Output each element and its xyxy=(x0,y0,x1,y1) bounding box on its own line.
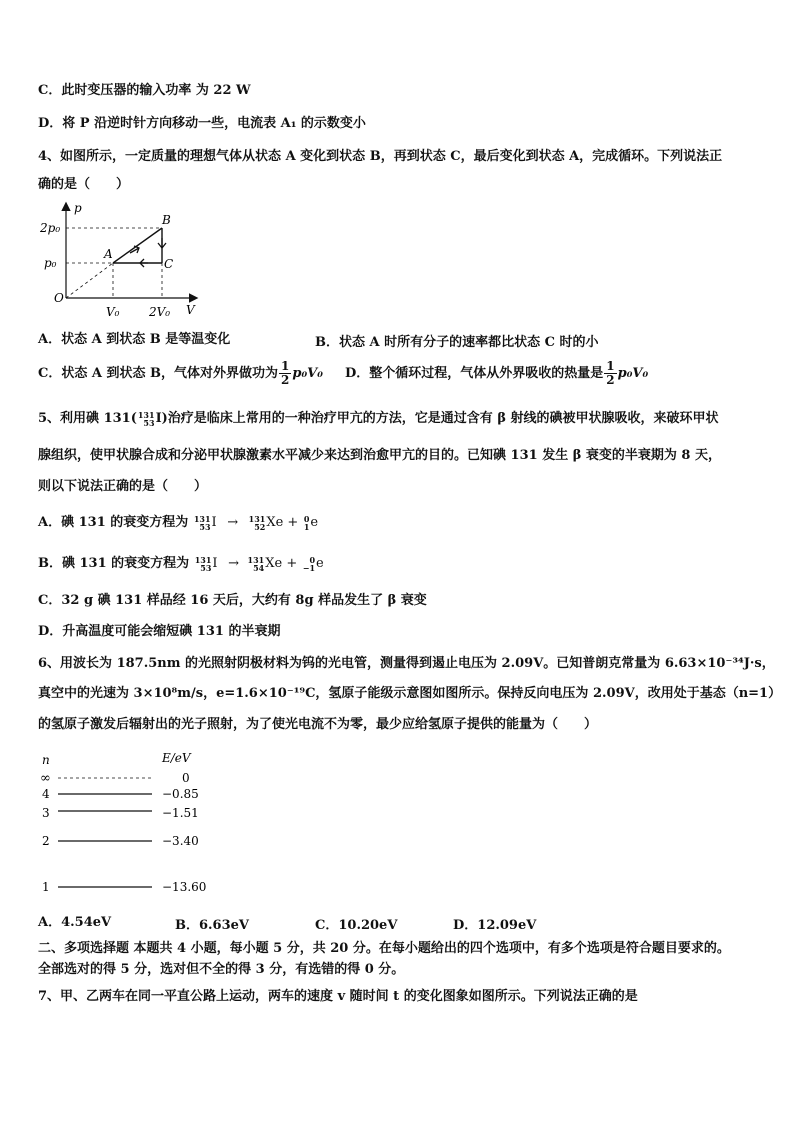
level-n-3: 3 xyxy=(42,806,50,820)
v-axis-label: V xyxy=(186,303,195,317)
level-n-2: 2 xyxy=(42,834,50,848)
q5-stem-line1 xyxy=(38,410,719,428)
q6-option-d: D．12.09eV xyxy=(453,918,537,933)
point-b-label: B xyxy=(162,213,171,227)
q5-option-b: B．碘 131 的衰变方程为 131 53 I → 131 54 Xe + 0 −1 e xyxy=(38,554,324,573)
level-e-1: −13.60 xyxy=(162,880,207,894)
q5-option-b-text: B．碘 131 的衰变方程为 xyxy=(38,556,190,571)
q5-option-a: A．碘 131 的衰变方程为 131 53 I → 131 52 Xe + 0 1 e xyxy=(38,513,319,532)
pv-graph xyxy=(36,198,206,322)
q4-option-b: B．状态 A 时所有分子的速率都比状态 C 时的小 xyxy=(315,335,599,350)
isotope-symbol: I xyxy=(155,411,162,426)
q4-stem-line2: 确的是（ ） xyxy=(38,177,130,192)
isotope-mass: 131 xyxy=(137,409,155,420)
q6-option-c: C．10.20eV xyxy=(315,918,398,933)
q5-stem-line3: 则以下说法正确的是（ ） xyxy=(38,479,208,494)
q4-option-d xyxy=(345,360,648,387)
q4-stem-line1: 4、如图所示，一定质量的理想气体从状态 A 变化到状态 B，再到状态 C，最后变化到状态 A，完成循环。下列说法正 xyxy=(38,149,723,164)
origin-label: O xyxy=(54,291,64,305)
p-axis-label: p xyxy=(74,201,82,215)
point-a-label: A xyxy=(104,247,113,261)
x-tick-v0: V₀ xyxy=(106,305,120,319)
fraction-numerator: 1 xyxy=(606,359,615,373)
q6-option-b: B．6.63eV xyxy=(175,918,250,933)
q5-option-d: D．升高温度可能会缩短碘 131 的半衰期 xyxy=(38,624,281,639)
point-c-label: C xyxy=(164,257,174,271)
q7-stem: 7、甲、乙两车在同一平直公路上运动，两车的速度 v 随时间 t 的变化图象如图所示。下列说法正确的是 xyxy=(38,989,638,1004)
fraction-numerator: 1 xyxy=(281,359,290,373)
energy-level-diagram xyxy=(36,748,236,900)
q6-stem-line2: 真空中的光速为 3×10⁸m/s，e=1.6×10⁻¹⁹C，氢原子能级示意图如图所示。保持反向电压为 2.09V，改用处于基态（n=1） xyxy=(38,686,782,701)
y-tick-2p0: 2p₀ xyxy=(40,221,61,235)
option-c-top: C．此时变压器的输入功率 为 22 W xyxy=(38,83,251,98)
q6-option-a: A．4.54eV xyxy=(38,915,112,930)
q4-option-c xyxy=(38,360,323,387)
q5-stem-part1: 5、利用碘 131( xyxy=(38,411,137,426)
section2-heading-line1: 二、多项选择题 本题共 4 小题，每小题 5 分，共 20 分。在每小题给出的四个选项中，有多个选项是符合题目要求的。 xyxy=(38,941,730,956)
x-tick-2v0: 2V₀ xyxy=(149,305,171,319)
fraction-tail: p₀V₀ xyxy=(292,366,323,381)
level-e-inf: 0 xyxy=(182,771,190,785)
path-a-to-b xyxy=(113,228,162,263)
section2-heading-line2: 全部选对的得 5 分，选对但不全的得 3 分，有选错的得 0 分。 xyxy=(38,962,405,977)
option-d-top: D．将 P 沿逆时针方向移动一些，电流表 A₁ 的示数变小 xyxy=(38,116,366,131)
q5-option-c: C．32 g 碘 131 样品经 16 天后，大约有 8g 样品发生了 β 衰变 xyxy=(38,593,427,608)
q5-stem-part2: )治疗是临床上常用的一种治疗甲亢的方法，它是通过含有 β 射线的碘被甲状腺吸收，来破环甲状 xyxy=(161,411,719,426)
level-n-4: 4 xyxy=(42,787,50,801)
fraction-denominator: 2 xyxy=(606,373,615,387)
e-header: E/eV xyxy=(162,751,191,765)
q6-stem-line1: 6、用波长为 187.5nm 的光照射阴极材料为钨的光电管，测量得到遏止电压为 2.09V。已知普朗克常量为 6.63×10⁻³⁴J·s， xyxy=(38,656,775,671)
fraction-denominator: 2 xyxy=(281,373,290,387)
q5-option-a-text: A．碘 131 的衰变方程为 xyxy=(38,515,189,530)
fraction-tail: p₀V₀ xyxy=(617,366,649,381)
level-n-inf: ∞ xyxy=(40,771,51,786)
level-n-1: 1 xyxy=(42,880,50,894)
y-tick-p0: p₀ xyxy=(44,256,57,270)
q4-option-c-text: C．状态 A 到状态 B，气体对外界做功为 xyxy=(38,366,278,381)
q4-option-a: A．状态 A 到状态 B 是等温变化 xyxy=(38,332,231,347)
q5-stem-line2: 腺组织，使甲状腺合成和分泌甲状腺激素水平减少来达到治愈甲亢的目的。已知碘 131 发生 β 衰变的半衰期为 8 天， xyxy=(38,448,721,463)
n-header: n xyxy=(42,753,50,767)
isotope-charge: 53 xyxy=(143,417,155,428)
level-e-3: −1.51 xyxy=(162,806,199,820)
level-e-2: −3.40 xyxy=(162,834,199,848)
level-e-4: −0.85 xyxy=(162,787,199,801)
q4-option-d-text: D．整个循环过程，气体从外界吸收的热量是 xyxy=(345,366,604,381)
q6-stem-line3: 的氢原子激发后辐射出的光子照射，为了使光电流不为零，最少应给氢原子提供的能量为（ ） xyxy=(38,717,598,732)
